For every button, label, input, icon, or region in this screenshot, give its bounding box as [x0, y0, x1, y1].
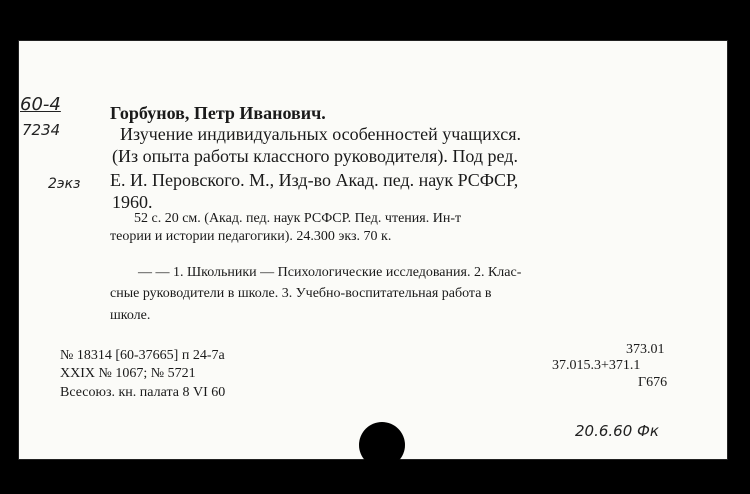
subjects-line-3: школе. — [110, 308, 151, 323]
udc-index: 373.01 — [626, 342, 665, 357]
subjects-line-2: сные руководители в школе. 3. Учебно-воспитательная работа в — [110, 286, 492, 301]
author-mark: Г676 — [638, 375, 668, 390]
punch-hole — [359, 422, 405, 468]
collation-line-2: теории и истории педагогики). 24.300 экз. 70 к. — [110, 229, 392, 244]
registry-line-1: № 18314 [60-37665] п 24-7а — [60, 348, 225, 363]
registry-line-3: Всесоюз. кн. палата 8 VI 60 — [60, 385, 226, 400]
title-line-2: (Из опыта работы классного руководителя). Под ред. — [112, 146, 518, 166]
collation-line-1: 52 с. 20 см. (Акад. пед. наук РСФСР. Пед. чтения. Ин-т — [134, 211, 462, 226]
handwritten-copies: 2экз — [48, 176, 81, 192]
handwritten-shelfmark-top: 60-4 — [20, 94, 61, 115]
handwritten-shelfmark-bottom: 7234 — [22, 121, 61, 139]
author-heading: Горбунов, Петр Иванович. — [110, 103, 326, 123]
subjects-line-1: — — 1. Школьники — Психологические исследования. 2. Клас- — [138, 265, 522, 280]
publication-year: 1960. — [112, 192, 153, 212]
title-line-3: Е. И. Перовского. М., Изд-во Акад. пед. наук РСФСР, — [110, 170, 519, 190]
bbk-index: 37.015.3+371.1 — [552, 358, 641, 373]
registry-line-2: XXIX № 1067; № 5721 — [60, 366, 196, 381]
title-line-1: Изучение индивидуальных особенностей учащихся. — [120, 124, 522, 144]
handwritten-date-note: 20.6.60 Фк — [575, 422, 659, 440]
